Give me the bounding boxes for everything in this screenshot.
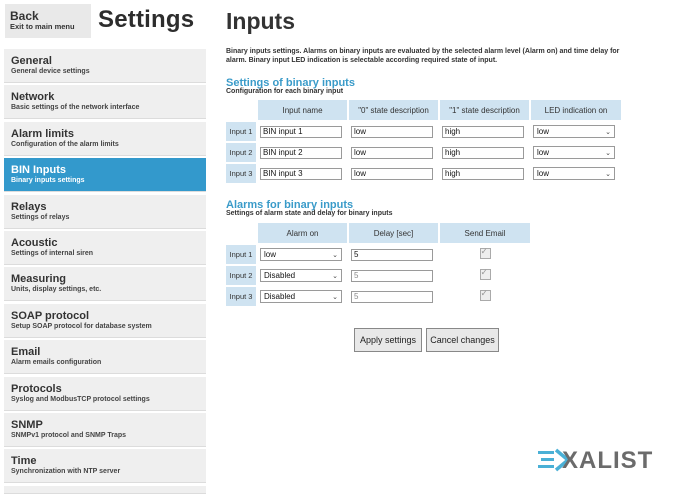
sidebar-item-desc: Settings of internal siren	[11, 249, 94, 257]
led-indication-select[interactable]	[533, 146, 615, 159]
sidebar-item-desc: Basic settings of the network interface	[11, 104, 140, 112]
back-sublabel: Exit to main menu	[10, 22, 75, 31]
select-value: low	[537, 127, 550, 136]
sidebar-item-acoustic[interactable]	[4, 231, 206, 265]
logo-text: XALIST	[562, 447, 654, 474]
alarm-on-select[interactable]	[260, 269, 342, 282]
header-empty	[226, 223, 256, 243]
delay-field[interactable]	[351, 270, 433, 282]
binary-inputs-table	[224, 98, 623, 185]
alarms-section-subtitle: Settings of alarm state and delay for binary inputs	[226, 210, 393, 217]
alarm-on-select[interactable]	[260, 290, 342, 303]
sidebar-item-bin-inputs[interactable]	[4, 158, 206, 192]
table-row	[226, 287, 530, 306]
led-indication-select[interactable]	[533, 167, 615, 180]
sidebar-item-desc: Syslog and ModbusTCP protocol settings	[11, 395, 150, 403]
sidebar-item-desc: SNMPv1 protocol and SNMP Traps	[11, 431, 127, 439]
table-header: Input name	[258, 100, 347, 120]
page-title: Inputs	[226, 8, 295, 34]
sidebar-item-label: Protocols	[11, 382, 62, 395]
chevron-down-icon: ⌄	[605, 128, 611, 136]
row-label: Input 2	[226, 266, 256, 285]
select-value: Disabled	[264, 292, 296, 301]
sidebar-item-desc: Binary inputs settings	[11, 177, 85, 185]
input-name-field[interactable]	[260, 147, 342, 159]
apply-settings-button[interactable]: Apply settings	[354, 328, 422, 352]
sidebar-item-desc: Units, display settings, etc.	[11, 286, 102, 294]
sidebar-item-desc: Alarm emails configuration	[11, 359, 102, 367]
row-label: Input 1	[226, 122, 256, 141]
back-button[interactable]	[5, 4, 91, 38]
sidebar-item-desc: Configuration of the alarm limits	[11, 140, 119, 148]
sidebar-item-general[interactable]	[4, 49, 206, 83]
chevron-down-icon: ⌄	[332, 272, 338, 280]
table-row	[226, 143, 621, 162]
state1-description-field[interactable]	[442, 126, 524, 138]
row-label: Input 1	[226, 245, 256, 264]
alarms-section-title: Alarms for binary inputs	[226, 199, 354, 211]
table-header: Delay [sec]	[349, 223, 438, 243]
send-email-checkbox[interactable]	[480, 248, 491, 259]
binary-section-subtitle: Configuration for each binary input	[226, 88, 344, 95]
chevron-down-icon: ⌄	[332, 293, 338, 301]
sidebar-item-label: Alarm limits	[11, 127, 74, 140]
intro-text: Binary inputs settings. Alarms on binary inputs are evaluated by the selected alarm level (Alarm on) and time delay for alarm. Binary input LED indication is selectable according required state of input.	[226, 48, 620, 64]
table-row	[226, 122, 621, 141]
sidebar-item-desc: General device settings	[11, 68, 90, 75]
alarms-table	[224, 221, 532, 308]
sidebar-item-label: Network	[11, 91, 55, 104]
state0-description-field[interactable]	[351, 147, 433, 159]
input-name-field[interactable]	[260, 126, 342, 138]
back-label: Back	[10, 9, 39, 23]
sidebar-item-measuring[interactable]	[4, 267, 206, 301]
row-label: Input 2	[226, 143, 256, 162]
sidebar-item-label: SNMP	[11, 418, 43, 431]
header-empty	[226, 100, 256, 120]
select-value: low	[537, 169, 550, 178]
sidebar-item-label: Time	[11, 455, 37, 468]
brand-logo	[538, 448, 678, 476]
chevron-down-icon: ⌄	[332, 251, 338, 259]
table-header: "1" state description	[440, 100, 529, 120]
send-email-checkbox[interactable]	[480, 290, 491, 301]
table-header: LED indication on	[531, 100, 621, 120]
table-row	[226, 245, 530, 264]
chevron-down-icon: ⌄	[605, 170, 611, 178]
sidebar-nav	[4, 49, 206, 496]
select-value: Disabled	[264, 271, 296, 280]
sidebar-item-label: Email	[11, 346, 41, 359]
sidebar-item-label: BIN Inputs	[11, 164, 66, 177]
led-indication-select[interactable]	[533, 125, 615, 138]
sidebar-item-desc: Setup SOAP protocol for database system	[11, 322, 152, 330]
sidebar-item-label: Acoustic	[11, 236, 58, 249]
state0-description-field[interactable]	[351, 126, 433, 138]
sidebar-item-alarm-limits[interactable]	[4, 122, 206, 156]
sidebar-item-label: Relays	[11, 200, 47, 213]
chevron-down-icon: ⌄	[605, 149, 611, 157]
sidebar-item-desc: Settings of relays	[11, 213, 70, 221]
send-email-checkbox[interactable]	[480, 269, 491, 280]
sidebar-item-protocols[interactable]	[4, 377, 206, 411]
table-row	[226, 266, 530, 285]
state1-description-field[interactable]	[442, 168, 524, 180]
sidebar-item-snmp[interactable]	[4, 413, 206, 447]
table-header: Send Email	[440, 223, 530, 243]
table-header: Alarm on	[258, 223, 347, 243]
table-header-row	[226, 100, 621, 120]
delay-field[interactable]	[351, 291, 433, 303]
table-header-row	[226, 223, 530, 243]
sidebar-item-relays[interactable]	[4, 195, 206, 229]
table-header: "0" state description	[349, 100, 438, 120]
sidebar-item-label: General	[11, 55, 52, 67]
input-name-field[interactable]	[260, 168, 342, 180]
cancel-changes-button[interactable]: Cancel changes	[426, 328, 499, 352]
alarm-on-select[interactable]	[260, 248, 342, 261]
sidebar-item-label: SOAP protocol	[11, 309, 90, 322]
table-row	[226, 164, 621, 183]
sidebar-item-email[interactable]	[4, 340, 206, 374]
sidebar-item-partial[interactable]	[4, 486, 206, 494]
settings-title: Settings	[98, 6, 195, 33]
select-value: low	[264, 250, 277, 259]
binary-section-title: Settings of binary inputs	[226, 77, 355, 89]
sidebar-item-label: Measuring	[11, 273, 67, 286]
sidebar-item-time[interactable]	[4, 449, 206, 483]
state1-description-field[interactable]	[442, 147, 524, 159]
row-label: Input 3	[226, 164, 256, 183]
select-value: low	[537, 148, 550, 157]
sidebar-item-network[interactable]	[4, 85, 206, 119]
sidebar-item-soap[interactable]	[4, 304, 206, 338]
sidebar-item-desc: Synchronization with NTP server	[11, 468, 121, 476]
row-label: Input 3	[226, 287, 256, 306]
delay-field[interactable]	[351, 249, 433, 261]
state0-description-field[interactable]	[351, 168, 433, 180]
